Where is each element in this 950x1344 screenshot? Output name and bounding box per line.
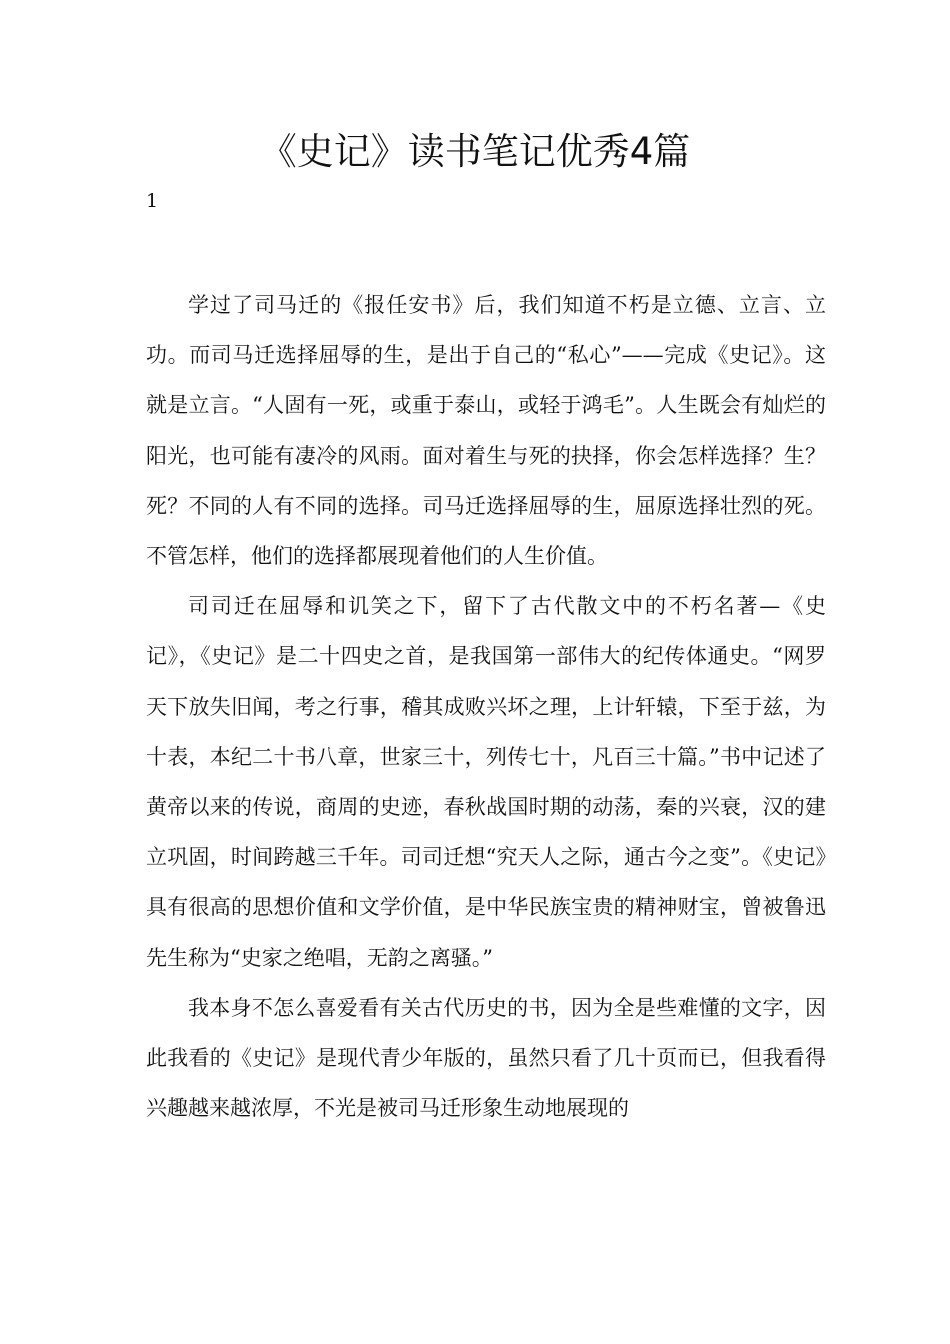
paragraph-1: 学过了司马迁的《报任安书》后，我们知道不朽是立德、立言、立功。而司马迁选择屈辱的生，是出于自己的“私心”——完成《史记》。这就是立言。“人固有一死，或重于泰山，或轻于鸿毛”。人生既会有灿烂的阳光，也可能有凄冷的风雨。面对着生与死的抉择，你会怎样选择？生？死？不同的人有不同的选择。司马迁选择屈辱的生，屈原选择壮烈的死。不管怎样，他们的选择都展现着他们的人生价值。 — [146, 293, 826, 569]
document-body — [146, 280, 826, 1133]
paragraph-2: 司司迁在屈辱和讥笑之下，留下了古代散文中的不朽名著—《史记》，《史记》是二十四史之首，是我国第一部伟大的纪传体通史。“网罗天下放失旧闻，考之行事，稽其成败兴坏之理，上计轩辕，下至于兹，为十表，本纪二十书八章，世家三十，列传七十，凡百三十篇。”书中记述了黄帝以来的传说，商周的史迹，春秋战国时期的动荡，秦的兴衰，汉的建立巩固，时间跨越三千年。司司迁想“究天人之际，通古今之变”。《史记》具有很高的思想价值和文学价值，是中华民族宝贵的精神财宝，曾被鲁迅先生称为“史家之绝唱，无韵之离骚。” — [146, 594, 826, 970]
section-number: 1 — [146, 190, 159, 212]
document-title: 《史记》读书笔记优秀4篇 — [259, 130, 691, 173]
paragraph-3: 我本身不怎么喜爱看有关古代历史的书，因为全是些难懂的文字，因此我看的《史记》是现代青少年版的，虽然只看了几十页而已，但我看得兴趣越来越浓厚，不光是被司马迁形象生动地展现的 — [146, 995, 826, 1121]
